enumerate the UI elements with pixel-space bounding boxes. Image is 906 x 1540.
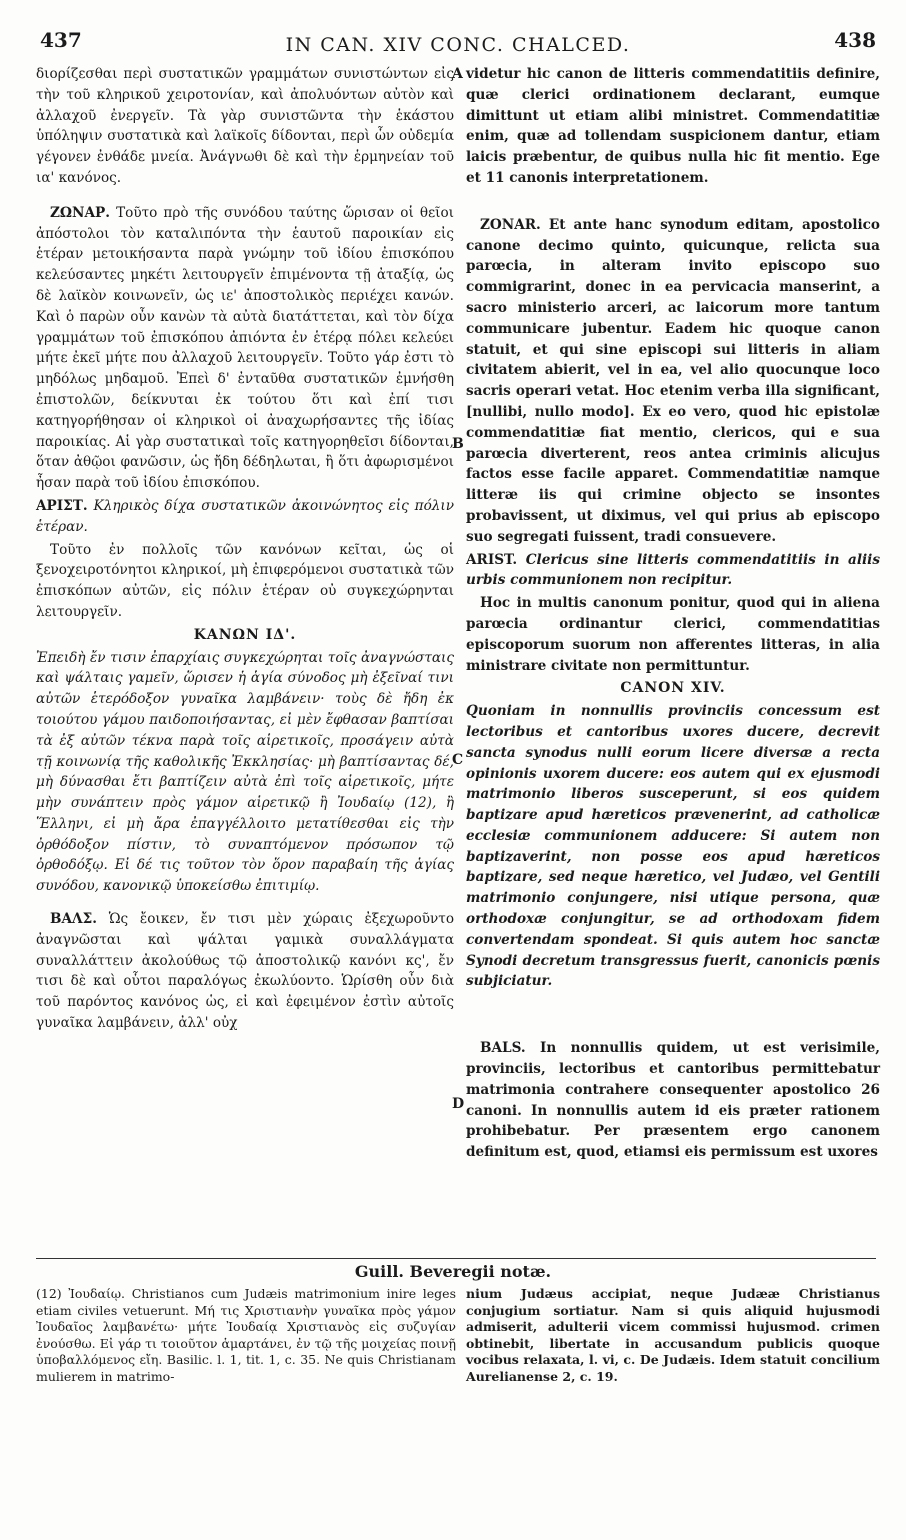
greek-aristenus (36, 496, 454, 538)
greek-column (36, 64, 454, 1036)
margin-marker-b: B (452, 436, 464, 452)
greek-balsamon-text: Ὡς ἔοικεν, ἔν τισι μὲν χώραις ἐξεχωροῦντο ἀναγνῶσται καὶ ψάλται γαμικὰ συναλλάγματα συναλλάττειν ἀκολούθως τῷ ἀποστολικῷ κανόνι κς', ἔν τισι δὲ καὶ οὗτοι παραλόγως ἐκωλύοντο. Ὡρίσθη οὖν διὰ τοῦ παρόντος κανόνος ὡς, εἰ καὶ ἐφειμένον ἐστὶν αὐτοῖς γυναῖκα λαμβάνειν, ἀλλ' οὐχ (36, 911, 455, 1032)
latin-paragraph-intro: videtur hic canon de litteris commendatitiis definire, quæ clerici ordinationem declarant, eumque dimittunt ut etiam alibi ministret. Commendatitiæ enim, quæ ad tollendam suspicionem dantur, etiam laicis præbentur, de quibus nulla hic fit mentio. Ege et 11 canonis interpretationem. (466, 66, 880, 186)
greek-balsamon-label: ΒΑΛΣ. (50, 911, 97, 928)
notes-divider (36, 1258, 876, 1259)
page-number-right: 438 (834, 28, 876, 52)
latin-column (466, 64, 880, 1165)
latin-zonaras (466, 215, 880, 548)
latin-balsamon-text: In nonnullis quidem, ut est verisimile, provinciis, lectoribus et cantoribus permittebatur matrimonia contrahere consequenter apostolico 26 canoni. In nonnullis autem id eis præter rationem prohibebatur. Per præsentem ergo canonem definitum est, quod, etiamsi eis permissum est uxores (466, 1040, 880, 1161)
latin-aristenus-text: Clericus sine litteris commendatitiis in aliis urbis communionem non recipitur. (466, 551, 881, 589)
latin-aristenus (466, 550, 880, 592)
page-header (40, 8, 876, 56)
latin-aristenus-commentary: Hoc in multis canonum ponitur, quod qui in aliena parœcia ordinantur clerici, commendatitias episcoporum suorum non afferentes litteras, in alia ministrare civitate non permittuntur. (466, 595, 880, 674)
greek-aristenus-text: Κληρικὸς δίχα συστατικῶν ἀκοινώνητος εἰς πόλιν ἑτέραν. (36, 497, 455, 535)
greek-canon-text: Ἐπειδὴ ἔν τισιν ἐπαρχίαις συγκεχώρηται τοῖς ἀναγνώσταις καὶ ψάλταις γαμεῖν, ὥρισεν ἡ ἁγία σύνοδος μὴ ἐξεῖναί τινι αὐτῶν ἑτερόδοξον γυναῖκα λαμβάνειν· τοὺς δὲ ἤδη ἐκ τοιούτου γάμου παιδοποιήσαντας, εἰ μὲν ἔφθασαν βαπτίσαι τὰ ἐξ αὐτῶν τέκνα παρὰ τοῖς αἱρετικοῖς, προσάγειν αὐτὰ τῇ κοινωνίᾳ τῆς καθολικῆς Ἐκκλησίας· μὴ βαπτίσαντας δέ, μὴ δύνασθαι ἔτι βαπτίζειν αὐτὰ ἐπὶ τοῖς αἱρετικοῖς, μήτε μὴν συνάπτειν πρὸς γάμον αἱρετικῷ ἢ Ἰουδαίῳ (12), ἢ Ἕλληνι, εἰ μὴ ἄρα ἐπαγγέλλοιτο μετατίθεσθαι εἰς τὴν ὀρθόδοξον πίστιν, τὸ συναπτόμενον πρόσωπον τῷ ὀρθοδόξῳ. Εἰ δέ τις τοῦτον τὸν ὅρον παραβαίη τῆς ἁγίας συνόδου, κανονικῷ ὑποκείσθω ἐπιτιμίῳ. (36, 649, 454, 895)
greek-canon-title: ΚΑΝΩΝ ΙΔ'. (193, 626, 297, 643)
notes-title: Guill. Beveregii notæ. (354, 1262, 552, 1281)
latin-canon-text: Quoniam in nonnullis provinciis concessum est lectoribus et cantoribus uxores ducere, decrevit sancta synodus nulli eorum licere diversæ a recta opinionis uxorem ducere: eos autem qui ex ejusmodi matrimonio liberos susceperunt, si eos quidem baptizare apud hæreticos prævenerint, ad catholicæ ecclesiæ communionem adducere: Si autem non baptizaverint, non posse eos apud hæreticos baptizare, sed neque hæretico, vel Judæo, vel Gentili matrimonio conjungere, nisi utique persona, quæ orthodoxæ conjungitur, se ad orthodoxam fidem convertendam spondeat. Si quis autem hoc sanctæ Synodi decretum transgressus fuerit, canonicis pœnis subjiciatur. (466, 703, 880, 990)
latin-zonaras-label: ZONAR. (480, 216, 541, 233)
margin-marker-c: C (452, 752, 464, 768)
footnote-right: nium Judæus accipiat, neque Judææ Christianus conjugium sortiatur. Nam si quis aliquid hujusmodi admiserit, adulterii vicem commissi hujusmod. crimen obtinebit, libertate in accusandum publicis quoque vocibus relaxata, l. vi, c. De Judæis. Idem statuit concilium Aurelianense 2, c. 19. (466, 1286, 880, 1384)
latin-canon-title: CANON XIV. (620, 680, 726, 697)
greek-zonaras-text: Τοῦτο πρὸ τῆς συνόδου ταύτης ὥρισαν οἱ θεῖοι ἀπόστολοι τὸν καταλιπόντα τὴν ἑαυτοῦ παροικίαν εἰς ἑτέραν μετοικήσαντα παρὰ γνώμην τοῦ ἰδίου ἐπισκόπου κελεύσαντες μηκέτι λειτουργεῖν ἐπιμένοντα τῇ ἀταξίᾳ, ὡς δὲ λαϊκὸν κοινωνεῖν, ὡς ιε' ἀποστολικὸς περιέχει κανών. Καὶ ὁ παρὼν οὖν κανὼν τὰ αὐτὰ διατάττεται, καὶ τὸν δίχα γραμμάτων τοῦ ἐπισκόπου ἀπιόντα ἐν ἑτέρᾳ πόλει κελεύει μήτε ἐκεῖ μήτε που ἀλλαχοῦ λειτουργεῖν. Τοῦτο γάρ ἐστι τὸ μηδόλως μηδαμοῦ. Ἐπεὶ δ' ἐνταῦθα συστατικῶν ἐμνήσθη ἐπιστολῶν, δείκνυται ἐκ τούτου ὅτι καὶ ἐπί τισι κατηγορήθησαν οἱ κληρικοὶ οἱ ἀναχωρήσαντες τῆς ἰδίας παροικίας. Αἱ γὰρ συστατικαὶ τοῖς κατηγορηθεῖσι δίδονται, ὅταν ἀθῷοι φανῶσιν, ὡς ἤδη δέδηλωται, ἢ ὅτι ἀφωρισμένοι ἦσαν παρὰ τοῦ ἰδίου ἐπισκόπου. (36, 204, 454, 492)
greek-aristenus-commentary: Τοῦτο ἐν πολλοῖς τῶν κανόνων κεῖται, ὡς οἱ ξενοχειροτόνητοι κληρικοί, μὴ ἐπιφερόμενοι συστατικὰ τῶν ἐπισκόπων αὐτῶν, εἰς πόλιν ἑτέραν οὐ συγκεχώρηνται λειτουργεῖν. (36, 541, 454, 620)
margin-marker-a: A (452, 66, 463, 82)
running-title: IN CAN. XIV CONC. CHALCED. (285, 34, 631, 56)
margin-marker-d: D (452, 1096, 465, 1112)
greek-balsamon (36, 909, 454, 1034)
latin-zonaras-text: Et ante hanc synodum editam, apostolico canone decimo quinto, quicunque, relicta sua parœcia, in alteram invito episcopo suo commigrarint, donec in ea pervicacia manserint, a sacro ministerio arceri, ac laicorum more tantum communicare jubentur. Eadem hic quoque canon statuit, et qui sine episcopi sui litteris in aliam civitatem abierit, vel in ea, vel alio quocunque loco sacris operari vetat. Hoc etenim verba illa significant, [nullibi, nullo modo]. Ex eo vero, quod hic epistolæ commendatitiæ fiat mentio, clericos, qui e sua parœcia diverterent, reos antea criminis alicujus factos esse facile apparet. Commendatitiæ namque litteræ iis qui crimine objecto se insontes probavissent, ut diximus, vel qui prius ab episcopo suo segregati fuissent, tradi consuevere. (466, 216, 880, 545)
greek-aristenus-label: ΑΡΙΣΤ. (36, 497, 88, 514)
latin-aristenus-label: ARIST. (466, 551, 518, 568)
page-number-left: 437 (40, 28, 82, 52)
latin-balsamon-label: BALS. (480, 1040, 526, 1057)
footnote-left: (12) Ἰουδαίῳ. Christianos cum Judæis matrimonium inire leges etiam civiles vetuerunt. Μή τις Χριστιανὴν γυναῖκα πρὸς γάμον Ἰουδαῖος λαμβανέτω· μήτε Ἰουδαίᾳ Χριστιανὸς εἰς συζυγίαν ἐνούσθω. Εἰ γάρ τι τοιοῦτον ἁμαρτάνει, ἐν τῷ τῆς μοιχείας ποινῇ ὑποβαλλόμενος εἴη. Basilic. l. 1, tit. 1, c. 35. Ne quis Christianam mulierem in matrimo- (36, 1286, 456, 1384)
greek-zonaras-label: ΖΩΝΑΡ. (50, 204, 110, 221)
latin-balsamon (466, 1038, 880, 1163)
greek-zonaras (36, 203, 454, 494)
greek-paragraph-intro: διορίζεσθαι περὶ συστατικῶν γραμμάτων συνιστώντων εἰς τὴν τοῦ κληρικοῦ χειροτονίαν, καὶ ἀπολυόντων αὐτὸν καὶ ἀλλαχοῦ ἐνεργεῖν. Τὰ γὰρ συνιστῶντα τὴν ἑκάστου ὑπόληψιν συστατικὰ καὶ λαϊκοῖς δίδονται, περὶ ὧν οὐδεμία γέγονεν ἐνθάδε μνεία. Ἀνάγνωθι δὲ καὶ τὴν ἑρμηνείαν τοῦ ια' κανόνος. (36, 66, 454, 186)
